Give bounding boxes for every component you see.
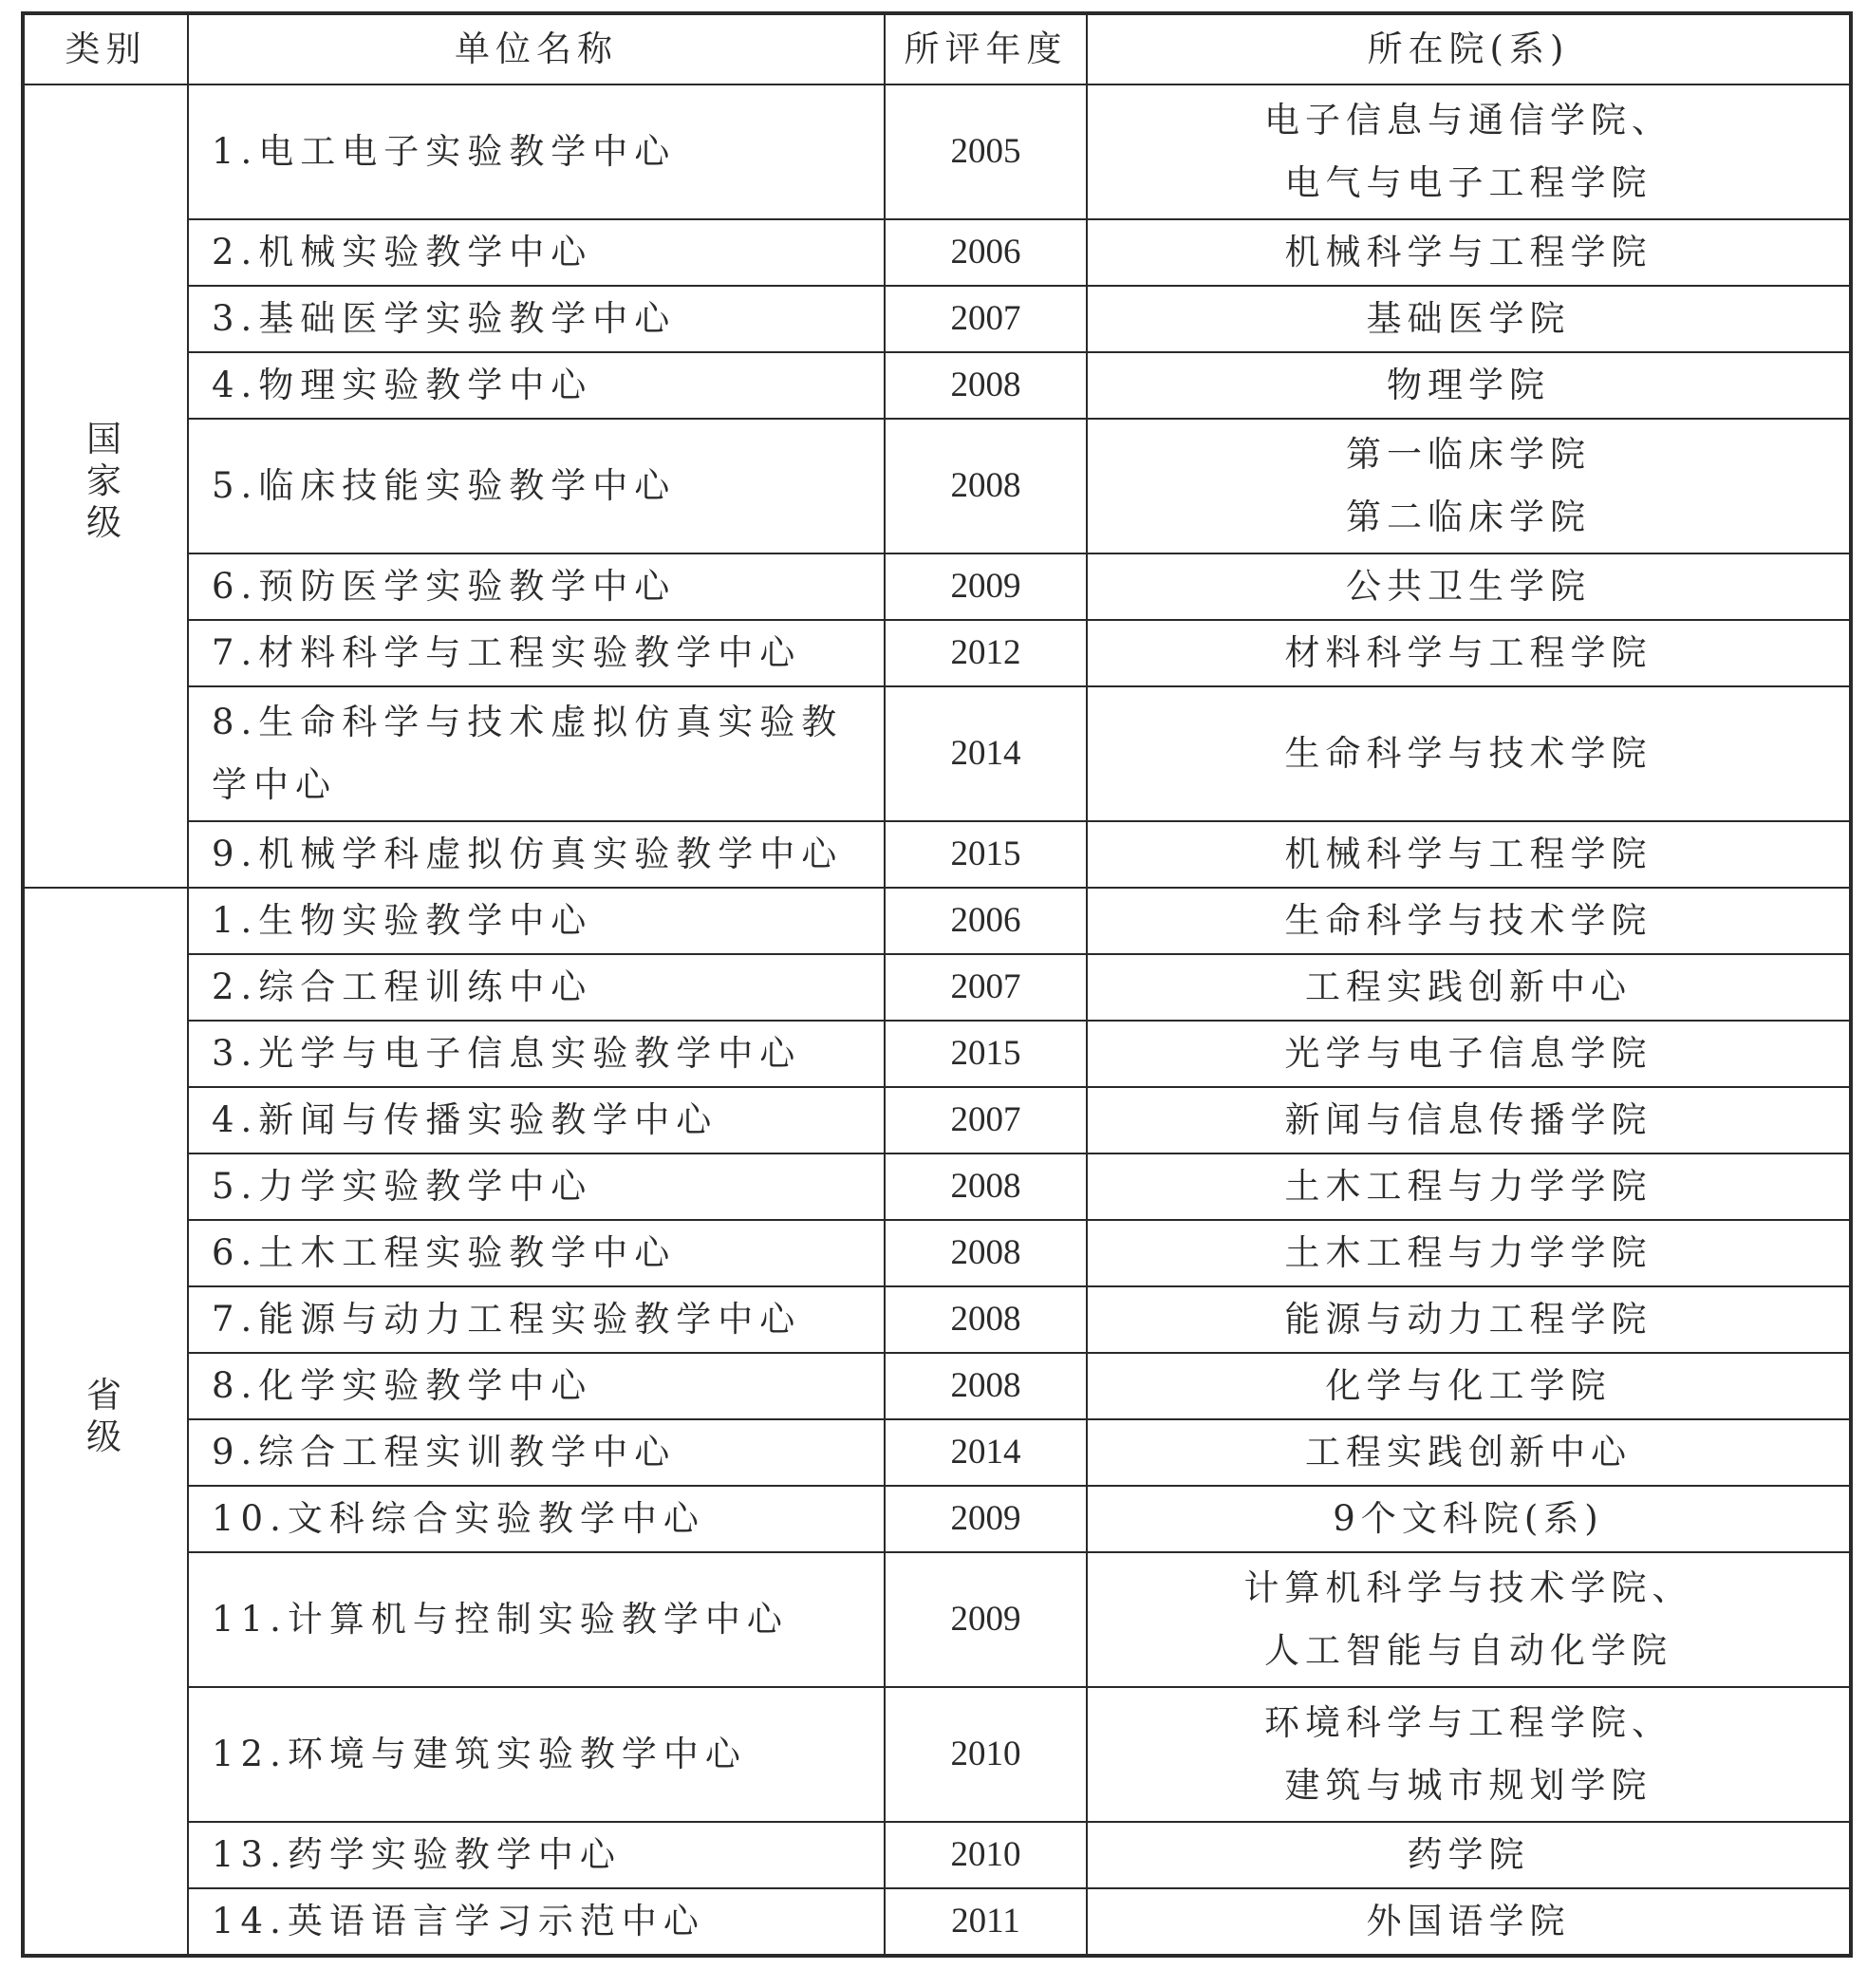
unit-name-cell: 4.新闻与传播实验教学中心: [188, 1087, 885, 1153]
table-row: [23, 1822, 1851, 1888]
table-row: [23, 1552, 1851, 1687]
department-cell: [1087, 219, 1851, 286]
year-cell: 2008: [885, 419, 1087, 553]
department-cell: [1087, 1153, 1851, 1220]
table-row: [23, 553, 1851, 620]
year-cell: 2008: [885, 1353, 1087, 1419]
table-row: [23, 1888, 1851, 1956]
year-cell: 2007: [885, 1087, 1087, 1153]
table-row: [23, 352, 1851, 419]
table-row: [23, 1220, 1851, 1286]
department-line: 工程实践创新中心: [1305, 966, 1632, 1007]
year-cell: 2006: [885, 888, 1087, 954]
department-cell: [1087, 286, 1851, 352]
department-line: 电子信息与通信学院、: [1264, 100, 1672, 141]
department-line: 生命科学与技术学院: [1284, 733, 1652, 774]
year-cell: 2005: [885, 84, 1087, 219]
department-cell: [1087, 1419, 1851, 1486]
table-row: [23, 219, 1851, 286]
department-line: 材料科学与工程学院: [1284, 632, 1652, 673]
unit-name-cell: 7.材料科学与工程实验教学中心: [188, 620, 885, 686]
unit-name-cell: 5.力学实验教学中心: [188, 1153, 885, 1220]
year-cell: 2015: [885, 821, 1087, 888]
department-line: 工程实践创新中心: [1305, 1432, 1632, 1472]
header-unit-name: 单位名称: [188, 13, 885, 84]
header-row: [23, 13, 1851, 84]
year-cell: 2006: [885, 219, 1087, 286]
table-row: [23, 1286, 1851, 1353]
header-department: 所在院(系): [1087, 13, 1851, 84]
table-row: [23, 1021, 1851, 1087]
category-label: 省级: [86, 1374, 125, 1457]
year-cell: 2009: [885, 1486, 1087, 1552]
year-cell: 2008: [885, 1153, 1087, 1220]
unit-name-cell: 6.预防医学实验教学中心: [188, 553, 885, 620]
department-cell: [1087, 1687, 1851, 1822]
unit-name-cell: 11.计算机与控制实验教学中心: [188, 1552, 885, 1687]
department-cell: [1087, 352, 1851, 419]
table-row: [23, 888, 1851, 954]
year-cell: 2010: [885, 1822, 1087, 1888]
table-row: [23, 1486, 1851, 1552]
header-category: 类别: [23, 13, 188, 84]
year-cell: 2011: [885, 1888, 1087, 1956]
unit-name-cell: 9.机械学科虚拟仿真实验教学中心: [188, 821, 885, 888]
department-line: 9个文科院(系): [1333, 1498, 1604, 1539]
department-cell: [1087, 821, 1851, 888]
year-cell: 2014: [885, 686, 1087, 821]
unit-name-cell: 7.能源与动力工程实验教学中心: [188, 1286, 885, 1353]
category-cell: [23, 84, 188, 888]
unit-name-cell: 3.光学与电子信息实验教学中心: [188, 1021, 885, 1087]
table-row: [23, 1687, 1851, 1822]
department-line: 土木工程与力学学院: [1284, 1166, 1652, 1207]
department-line: 药学院: [1407, 1834, 1530, 1875]
department-cell: [1087, 888, 1851, 954]
department-cell: [1087, 1087, 1851, 1153]
department-line: 物理学院: [1387, 365, 1550, 405]
header-year: 所评年度: [885, 13, 1087, 84]
table-row: [23, 1353, 1851, 1419]
year-cell: 2008: [885, 1286, 1087, 1353]
table-row: [23, 686, 1851, 821]
unit-name-cell: 6.土木工程实验教学中心: [188, 1220, 885, 1286]
department-line: 第一临床学院: [1346, 434, 1591, 475]
department-line: 计算机科学与技术学院、: [1243, 1567, 1693, 1608]
table-row: [23, 821, 1851, 888]
unit-name-cell: 1.电工电子实验教学中心: [188, 84, 885, 219]
year-cell: 2009: [885, 553, 1087, 620]
year-cell: 2008: [885, 1220, 1087, 1286]
unit-name-cell: 13.药学实验教学中心: [188, 1822, 885, 1888]
department-line: 人工智能与自动化学院: [1264, 1630, 1672, 1671]
department-cell: [1087, 553, 1851, 620]
department-line: 光学与电子信息学院: [1284, 1033, 1652, 1074]
year-cell: 2008: [885, 352, 1087, 419]
department-line: 基础医学院: [1366, 298, 1571, 339]
department-cell: [1087, 1220, 1851, 1286]
unit-name-cell: 3.基础医学实验教学中心: [188, 286, 885, 352]
department-line: 化学与化工学院: [1325, 1365, 1612, 1406]
unit-name-cell: 8.化学实验教学中心: [188, 1353, 885, 1419]
department-line: 第二临床学院: [1346, 497, 1591, 537]
department-cell: [1087, 1286, 1851, 1353]
department-line: 外国语学院: [1366, 1901, 1571, 1941]
department-cell: [1087, 1888, 1851, 1956]
table-row: [23, 1419, 1851, 1486]
department-cell: [1087, 620, 1851, 686]
department-line: 新闻与信息传播学院: [1284, 1099, 1652, 1140]
year-cell: 2009: [885, 1552, 1087, 1687]
table-row: [23, 1087, 1851, 1153]
centers-table: [21, 11, 1853, 1958]
year-cell: 2007: [885, 286, 1087, 352]
unit-name-cell: 12.环境与建筑实验教学中心: [188, 1687, 885, 1822]
unit-name-cell: 14.英语语言学习示范中心: [188, 1888, 885, 1956]
unit-name-cell: 2.机械实验教学中心: [188, 219, 885, 286]
table-row: [23, 1153, 1851, 1220]
unit-name-cell: 10.文科综合实验教学中心: [188, 1486, 885, 1552]
department-cell: [1087, 1486, 1851, 1552]
category-cell: [23, 888, 188, 1956]
table-header: [23, 13, 1851, 84]
unit-name-cell: 9.综合工程实训教学中心: [188, 1419, 885, 1486]
department-cell: [1087, 1822, 1851, 1888]
table-row: [23, 620, 1851, 686]
unit-name-cell: 1.生物实验教学中心: [188, 888, 885, 954]
department-cell: [1087, 954, 1851, 1021]
department-line: 能源与动力工程学院: [1284, 1299, 1652, 1340]
category-label: 国家级: [86, 418, 125, 543]
department-line: 建筑与城市规划学院: [1284, 1765, 1652, 1806]
table-row: [23, 286, 1851, 352]
department-cell: [1087, 1021, 1851, 1087]
department-cell: [1087, 84, 1851, 219]
year-cell: 2015: [885, 1021, 1087, 1087]
table-row: [23, 954, 1851, 1021]
department-line: 环境科学与工程学院、: [1264, 1702, 1672, 1743]
department-cell: [1087, 686, 1851, 821]
department-line: 公共卫生学院: [1346, 566, 1591, 607]
table-body: [23, 84, 1851, 1956]
unit-name-cell: 8.生命科学与技术虚拟仿真实验教学中心: [188, 686, 885, 821]
year-cell: 2014: [885, 1419, 1087, 1486]
department-line: 机械科学与工程学院: [1284, 834, 1652, 874]
unit-name-cell: 5.临床技能实验教学中心: [188, 419, 885, 553]
unit-name-cell: 4.物理实验教学中心: [188, 352, 885, 419]
department-line: 生命科学与技术学院: [1284, 900, 1652, 941]
department-cell: [1087, 1552, 1851, 1687]
department-line: 机械科学与工程学院: [1284, 232, 1652, 272]
department-cell: [1087, 1353, 1851, 1419]
table-row: [23, 419, 1851, 553]
department-cell: [1087, 419, 1851, 553]
year-cell: 2007: [885, 954, 1087, 1021]
department-line: 电气与电子工程学院: [1284, 162, 1652, 203]
table-row: [23, 84, 1851, 219]
year-cell: 2012: [885, 620, 1087, 686]
year-cell: 2010: [885, 1687, 1087, 1822]
department-line: 土木工程与力学学院: [1284, 1232, 1652, 1273]
unit-name-cell: 2.综合工程训练中心: [188, 954, 885, 1021]
